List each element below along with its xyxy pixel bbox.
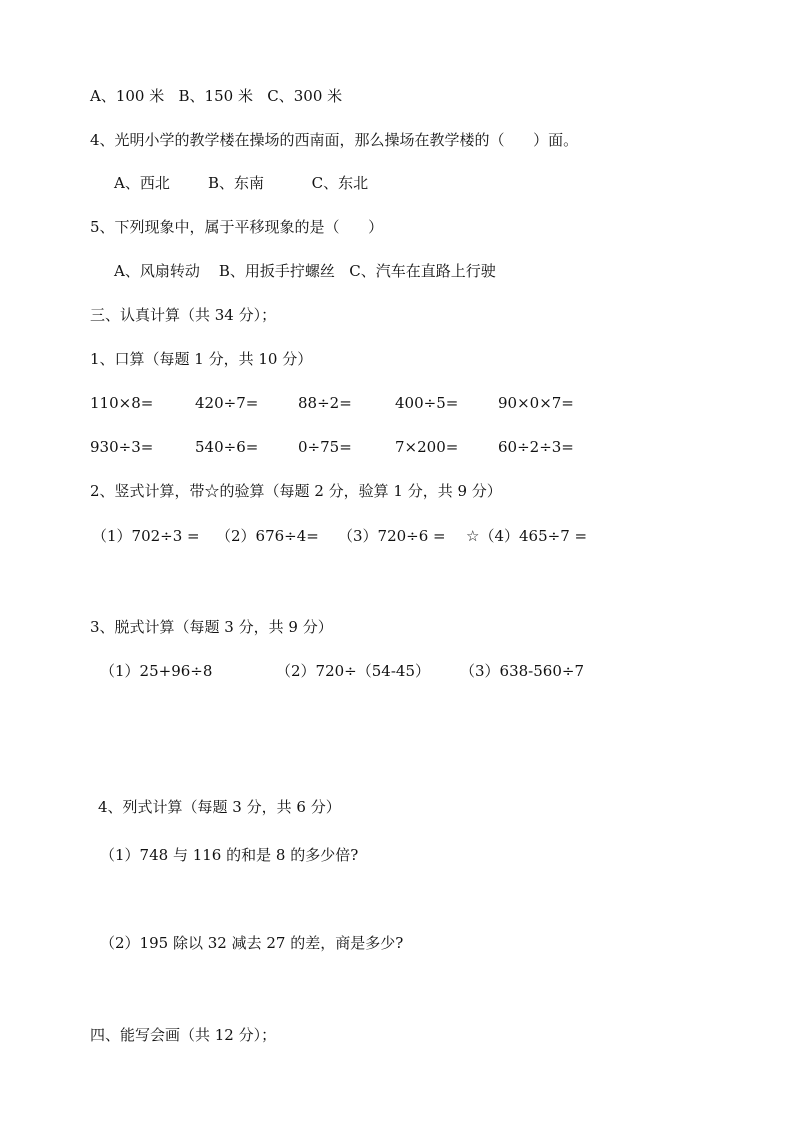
stepwise-calc-item: （2）720÷（54-45）	[276, 662, 430, 680]
section4-title: 四、能写会画（共 12 分）；	[90, 1026, 277, 1044]
vertical-calc-item: ☆（4）465÷7 =	[466, 527, 588, 545]
oral-calc-item: 420÷7=	[195, 394, 259, 412]
q5-options: A、风扇转动 B、用扳手拧螺丝 C、汽车在直路上行驶	[114, 262, 496, 280]
q5-stem: 5、下列现象中，属于平移现象的是（ ）	[90, 218, 384, 236]
stepwise-calc-title: 3、脱式计算（每题 3 分，共 9 分）	[90, 618, 333, 636]
vertical-calc-title: 2、竖式计算，带☆的验算（每题 2 分，验算 1 分，共 9 分）	[90, 482, 502, 500]
oral-calc-item: 540÷6=	[195, 438, 259, 456]
oral-calc-item: 90×0×7=	[498, 394, 574, 412]
q3-options: A、100 米 B、150 米 C、300 米	[90, 87, 343, 105]
vertical-calc-item: （3）720÷6 =	[338, 527, 446, 545]
oral-calc-item: 930÷3=	[90, 438, 154, 456]
oral-calc-item: 88÷2=	[298, 394, 352, 412]
vertical-calc-item: （2）676÷4=	[216, 527, 319, 545]
stepwise-calc-item: （1）25+96÷8	[100, 662, 213, 680]
q4-stem: 4、光明小学的教学楼在操场的西南面，那么操场在教学楼的（ ）面。	[90, 131, 579, 149]
oral-calc-item: 60÷2÷3=	[498, 438, 574, 456]
oral-calc-title: 1、口算（每题 1 分，共 10 分）	[90, 350, 313, 368]
stepwise-calc-item: （3）638-560÷7	[460, 662, 584, 680]
expression-calc-title: 4、列式计算（每题 3 分，共 6 分）	[98, 798, 341, 816]
vertical-calc-item: （1）702÷3 =	[92, 527, 200, 545]
oral-calc-item: 7×200=	[395, 438, 459, 456]
expression-calc-q2: （2）195 除以 32 减去 27 的差，商是多少?	[100, 934, 404, 952]
expression-calc-q1: （1）748 与 116 的和是 8 的多少倍?	[100, 846, 359, 864]
section3-title: 三、认真计算（共 34 分）；	[90, 306, 277, 324]
oral-calc-item: 400÷5=	[395, 394, 459, 412]
oral-calc-item: 0÷75=	[298, 438, 352, 456]
oral-calc-item: 110×8=	[90, 394, 154, 412]
q4-options: A、西北 B、东南 C、东北	[114, 174, 369, 192]
